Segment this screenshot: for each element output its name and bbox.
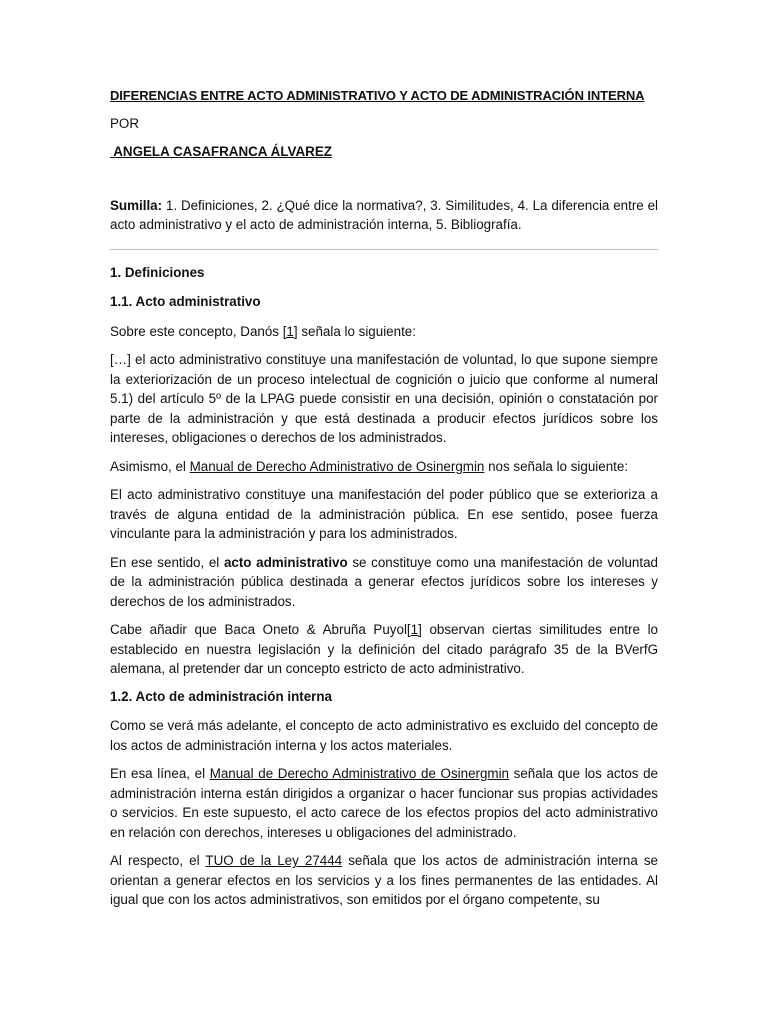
subsection-heading-acto-administrativo: 1.1. Acto administrativo (110, 294, 261, 309)
paragraph-osinergmin-2 (110, 764, 658, 842)
footnote-ref-link[interactable]: [1] (282, 323, 298, 339)
sumilla-label: Sumilla: (110, 197, 163, 213)
section-heading-definiciones: 1. Definiciones (110, 264, 205, 280)
text-span: Asimismo, el (110, 458, 190, 474)
paragraph-como-se-vera: Como se verá más adelante, el concepto de acto administrativo es excluido del concepto de los actos de administración interna y los actos materiales. (110, 718, 658, 753)
quote-danos: […] el acto administrativo constituye una manifestación de voluntad, lo que supone siempre la exteriorización de un proceso intelectual de cognición o juicio que conforme al numeral 5.1) del artículo 5º de la LPAG puede consistir en una decisión, opinión o constatación por parte de la administración y que está destinada a producir efectos jurídicos sobre los intereses, obligaciones o derechos de los administrados. (110, 352, 658, 445)
text-span: En esa línea, el (110, 766, 210, 781)
text-span: En ese sentido, el (110, 554, 224, 570)
paragraph-tuo-ley (110, 851, 658, 910)
text-span: señala que los actos de administración interna están dirigidos a organizar o hacer funcionar sus propias actividades o servicios. En este supuesto, el acto carece de los efectos propios del acto administrativo en relación con derechos, intereses u obligaciones del administrado. (110, 766, 658, 840)
footnote-ref-link[interactable]: [1] (406, 622, 422, 637)
author-name: ANGELA CASAFRANCA ÁLVAREZ (110, 144, 332, 159)
document-title: DIFERENCIAS ENTRE ACTO ADMINISTRATIVO Y ACTO DE ADMINISTRACIÓN INTERNA (110, 88, 645, 103)
paragraph-en-ese-sentido (110, 553, 658, 612)
text-span: se constituye como una manifestación de voluntad de la administración pública destinada a generar efectos jurídicos sobre los intereses y derechos de los administrados. (110, 554, 658, 609)
text-span: Cabe añadir que Baca Oneto & Abruña Puyol (110, 622, 407, 637)
paragraph-baca-oneto (110, 620, 658, 679)
document-body (110, 86, 658, 910)
text-span: observan ciertas similitudes entre lo establecido en nuestra legislación y la definición del citado parágrafo 35 de la BVerfG alemana, al pretender dar un concepto estricto de acto administrativo. (110, 622, 658, 676)
text-span: nos señala lo siguiente: (484, 458, 629, 474)
bold-term: acto administrativo (223, 554, 348, 570)
text-span: señala que los actos de administración interna se orientan a generar efectos en los servicios y a los fines permanentes de las entidades. Al igual que con los actos administrativos, son emitidos por el órgano competente, su (110, 853, 658, 907)
text-span: señala lo siguiente: (297, 323, 416, 339)
paragraph-osinergmin-1 (110, 457, 658, 477)
osinergmin-manual-link[interactable]: Manual de Derecho Administrativo de Osinergmin (189, 458, 485, 474)
text-span: Sobre este concepto, Danós (110, 323, 283, 339)
subsection-heading-administracion-interna: 1.2. Acto de administración interna (110, 688, 332, 704)
section-divider (110, 249, 658, 250)
tuo-ley-link[interactable]: TUO de la Ley 27444 (205, 853, 343, 868)
sumilla-text: 1. Definiciones, 2. ¿Qué dice la normativa?, 3. Similitudes, 4. La diferencia entre el acto administrativo y el acto de administración interna, 5. Bibliografía. (110, 197, 658, 232)
osinergmin-manual-link[interactable]: Manual de Derecho Administrativo de Osinergmin (209, 766, 509, 781)
text-span: Al respecto, el (110, 853, 206, 868)
por-label: POR (110, 115, 140, 131)
quote-osinergmin: El acto administrativo constituye una manifestación del poder público que se exterioriza a través de alguna entidad de la administración pública. En ese sentido, posee fuerza vinculante para la administración y para los administrados. (110, 487, 658, 541)
paragraph-danos (110, 322, 658, 342)
sumilla-paragraph (110, 196, 658, 235)
